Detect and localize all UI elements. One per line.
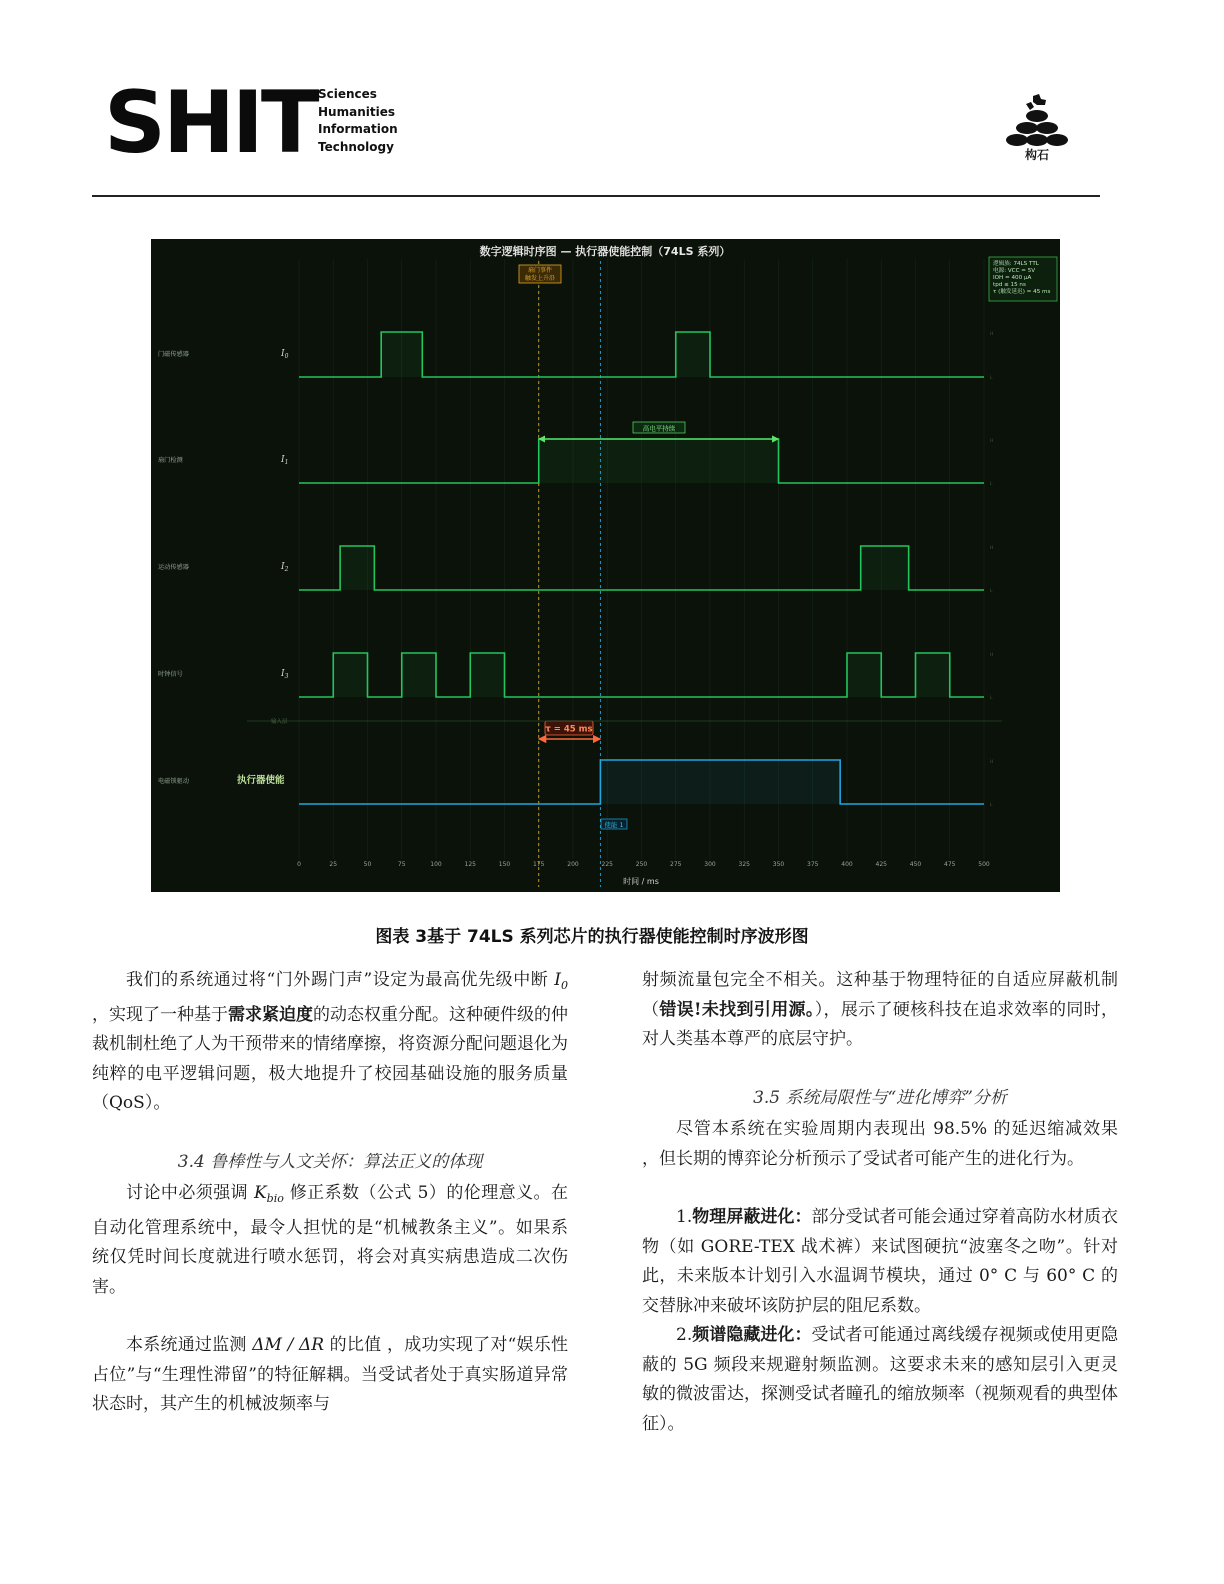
signal-name-label: 时钟信号 (158, 671, 183, 678)
logo-word: Technology (318, 139, 394, 154)
section-heading-3-5: 3.5 系统局限性与“进化博弈”分析 (753, 1087, 1007, 1108)
pulse-fill (600, 760, 840, 804)
pulse-fill (381, 332, 422, 377)
paragraph: 讨论中必须强调 $K_{bio}$ 修正系数（公式 5）的伦理意义。在自动化管理系统中，最令人担忧的是“机械教条主义”。如果系统仅凭时间长度就进行喷水惩罚，将会对真实病患造成二次伤害。 (92, 1183, 568, 1297)
signal-lane (158, 545, 993, 594)
chart-marks (158, 261, 993, 887)
x-tick-label: 400 (841, 861, 853, 868)
signal-symbol-label: $I_0$ (281, 349, 289, 360)
paragraph: 我们的系统通过将“门外踢门声”设定为最高优先级中断 $I_0$ ，实现了一种基于需求紧迫度的动态权重分配。这种硬件级的仲裁机制杜绝了人为干预带来的情绪摩擦，将资源分配问题退化为纯粹的电平逻辑问题，极大地提升了校园基础设施的服务质量（QoS）。 (92, 970, 568, 1113)
figure-caption: 图表 3基于 74LS 系列芯片的执行器使能控制时序波形图 (375, 927, 809, 947)
x-tick-label: 325 (738, 861, 750, 868)
signal-lane (158, 759, 993, 808)
low-level-label: L (990, 376, 993, 381)
signal-symbol-label: $I_3$ (281, 669, 289, 680)
signal-name-label: 电磁锁驱动 (158, 778, 189, 785)
signal-symbol-subscript: 3 (284, 673, 289, 680)
x-tick-label: 425 (875, 861, 887, 868)
x-tick-label: 125 (464, 861, 476, 868)
logo-word: Information (318, 122, 398, 136)
signal-symbol-subscript: 1 (284, 459, 289, 466)
info-line: 逻辑族: 74LS TTL (993, 261, 1039, 267)
header-rule (92, 195, 1100, 197)
math-symbol: K (253, 1183, 267, 1203)
high-level-label: H (990, 546, 994, 551)
paragraph: 射频流量包完全不相关。这种基于物理特征的自适应屏蔽机制（错误!未找到引用源。），展示了硬核科技在追求效率的同时，对人类基本尊严的底层守护。 (642, 970, 1119, 1049)
pulse-fill (916, 653, 950, 697)
info-line: τ (触发延迟) = 45 ms (993, 289, 1051, 295)
pulse-fill (861, 546, 909, 590)
x-tick-label: 500 (978, 861, 990, 868)
math-subscript: bio (266, 1192, 284, 1205)
low-level-label: L (990, 696, 993, 701)
timing-diagram-svg (151, 239, 1060, 892)
event-label-line1: 扇门事件 (527, 267, 553, 274)
right-column (642, 966, 1118, 1439)
x-tick-label: 250 (635, 861, 648, 868)
signal-symbol-subscript: 0 (284, 353, 289, 360)
pulse-fill (333, 653, 367, 697)
enable-tag: 使能 1 (604, 821, 624, 829)
x-tick-label: 225 (601, 861, 613, 868)
x-tick-label: 200 (567, 861, 579, 868)
info-line: 电源: VCC = 5V (993, 268, 1036, 274)
signal-lane (158, 331, 993, 381)
logo-wordmark: SHIT (104, 73, 317, 173)
logo-word: Humanities (318, 104, 395, 119)
x-tick-label: 0 (297, 861, 301, 868)
low-level-label: L (990, 589, 993, 594)
math-symbol: ΔM / ΔR (252, 1335, 325, 1355)
high-level-label: H (990, 653, 994, 658)
x-tick-label: 100 (430, 861, 442, 868)
info-line: IOH = 400 μA (993, 275, 1032, 281)
pulse-fill (470, 653, 504, 697)
signal-lane (158, 652, 993, 701)
bold-term: 错误!未找到引用源。 (659, 999, 815, 1020)
pulse-fill (847, 653, 881, 697)
x-tick-label: 75 (397, 861, 406, 868)
math-symbol: I (554, 970, 561, 990)
hold-label: 高电平持续 (642, 424, 676, 433)
high-level-label: H (990, 760, 994, 765)
chart-title: 数字逻辑时序图 — 执行器使能控制（74LS 系列） (479, 245, 731, 258)
signal-symbol-label: 执行器使能 (237, 775, 285, 786)
low-level-label: L (990, 482, 993, 487)
divider-label: 输入层 (271, 719, 288, 725)
pulse-fill (340, 546, 374, 590)
bold-term: 需求紧迫度 (228, 1004, 313, 1025)
signal-symbol-subscript: 2 (284, 566, 289, 573)
paragraph: 本系统通过监测 ΔM / ΔR 的比值 ，成功实现了对“娱乐性占位”与“生理性滞留”的特征解耦。当受试者处于真实肠道异常状态时，其产生的机械波频率与 (92, 1335, 569, 1414)
pulse-fill (676, 332, 710, 377)
signal-name-label: 扇门检测 (158, 457, 183, 464)
logo-word: Sciences (318, 87, 377, 101)
x-tick-label: 375 (807, 861, 819, 868)
paragraph: 尽管本系统在实验周期内表现出 98.5% 的延迟缩减效果 ，但长期的博弈论分析预示了受试者可能产生的进化行为。 (642, 1119, 1118, 1169)
x-axis-label: 时间 / ms (623, 877, 659, 886)
x-tick-label: 475 (944, 861, 956, 868)
bold-term: 物理屏蔽进化： (692, 1207, 812, 1227)
left-column (92, 966, 568, 1420)
x-tick-label: 150 (498, 861, 511, 868)
pulse-fill (402, 653, 436, 697)
bold-term: 频谱隐藏进化： (692, 1325, 812, 1345)
signal-symbol-label: $I_2$ (281, 562, 289, 573)
signal-symbol-label: $I_1$ (281, 455, 289, 466)
section-heading-3-4: 3.4 鲁棒性与人文关怀：算法正义的体现 (177, 1151, 483, 1172)
tau-label: τ = 45 ms (545, 724, 593, 735)
math-subscript: 0 (561, 979, 568, 992)
high-level-label: H (990, 439, 994, 444)
x-tick-label: 350 (772, 861, 785, 868)
pulse-fill (539, 439, 779, 483)
signal-lane (158, 438, 993, 487)
list-item: 2.频谱隐藏进化：受试者可能通过离线缓存视频或使用更隐蔽的 5G 频段来规避射频监测。这要求未来的感知层引入更灵敏的微波雷达，探测受试者瞳孔的缩放频率（视频观看的典型体征）。 (642, 1325, 1119, 1434)
x-tick-label: 50 (363, 861, 372, 868)
x-tick-label: 175 (533, 861, 545, 868)
timing-diagram-figure (151, 239, 1060, 892)
event-label-line2: 触发上升沿 (524, 275, 556, 282)
logo-expansion (318, 86, 398, 156)
x-tick-label: 450 (909, 861, 922, 868)
signal-name-label: 运动传感器 (158, 564, 189, 571)
signal-name-label: 门磁传感器 (158, 351, 189, 358)
x-tick-label: 275 (670, 861, 682, 868)
list-item: 1.物理屏蔽进化：部分受试者可能会通过穿着高防水材质衣物（如 GORE-TEX 战术裤）来试图硬抗“波塞冬之吻”。针对此，未来版本计划引入水温调节模块，通过 0° C 与 60° C 的交替脉冲来破坏该防护层的阻尼系数。 (642, 1207, 1119, 1316)
high-level-label: H (990, 332, 994, 337)
x-tick-label: 300 (704, 861, 716, 868)
info-line: tpd ≤ 15 ns (993, 282, 1026, 288)
low-level-label: L (990, 803, 993, 808)
x-tick-label: 25 (329, 861, 338, 868)
emblem-label: 构石 (1024, 148, 1049, 162)
